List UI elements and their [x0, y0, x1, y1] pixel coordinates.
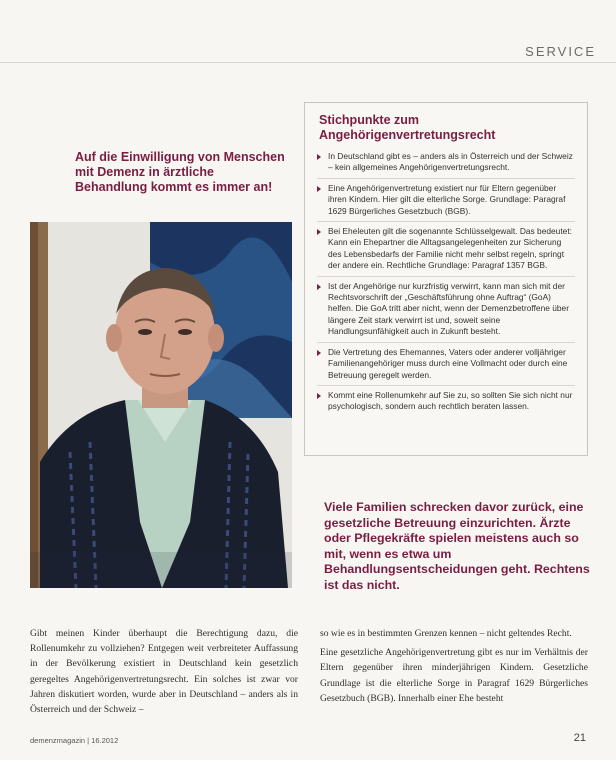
page-number: 21 [573, 732, 586, 744]
top-rule [0, 62, 616, 63]
info-box-list [317, 151, 575, 417]
pull-quote: Viele Familien schrecken davor zurück, eine gesetzliche Betreuung einzurichten. Ärzte oder Pflegekräfte spielen meistens auch so mit, wenn es etwa um Behandlungsentscheidungen geht. Rechtens ist das nicht. [324, 500, 590, 592]
bullet-arrow-icon [317, 229, 321, 235]
list-item-text: Bei Eheleuten gilt die sogenannte Schlüsselgewalt. Das bedeutet: Kann ein Ehepartner die Alltagsangelegenheiten zur Sicherung des Lebensbedarfs der Familie nicht mehr selbst regeln, springt der andere ein. Rechtliche Grundlage: Paragraf 1357 BGB. [328, 226, 572, 271]
info-box-title: Stichpunkte zum Angehörigenvertretungsrecht [319, 113, 496, 142]
portrait-illustration [30, 222, 292, 588]
list-item [317, 151, 575, 179]
list-item [317, 390, 575, 417]
section-label: SERVICE [525, 44, 596, 59]
bullet-arrow-icon [317, 284, 321, 290]
list-item-text: Eine Angehörigenvertretung existiert nur für Eltern gegenüber ihren Kindern. Hier gilt die elterliche Sorge. Grundlage: Paragraf 1629 Bürgerliches Gesetzbuch (BGB). [328, 182, 566, 216]
bullet-arrow-icon [317, 350, 321, 356]
list-item [317, 281, 575, 343]
bullet-arrow-icon [317, 393, 321, 399]
list-item-text: Die Vertretung des Ehemannes, Vaters oder anderer volljähriger Familienangehöriger muss durch eine Vollmacht oder durch eine Betreuung geregelt werden. [328, 346, 568, 380]
intro-quote: Auf die Einwilligung von Menschen mit Demenz in ärztliche Behandlung kommt es immer an! [75, 150, 285, 194]
list-item [317, 183, 575, 222]
list-item-text: In Deutschland gibt es – anders als in Österreich und der Schweiz – kein allgemeines Angehörigenvertretungsrecht. [328, 151, 573, 173]
body-paragraph: Gibt meinen Kinder überhaupt die Berechtigung dazu, die Rollenumkehr zu vollziehen? Entgegen weit verbreiteter Auffassung in der Bevölkerung existiert in Deutschland kein gesetzlich geregeltes Angehörigenvertretungsrecht. Ein solches ist zwar vor Jahren diskutiert worden, wurde aber in Deutschland – anders als in Österreich und der Schweiz – [30, 628, 298, 716]
body-paragraph: Eine gesetzliche Angehörigenvertretung gibt es nur im Verhältnis der Eltern gegenüber ihren minderjährigen Kindern. Gesetzliche Grundlage ist die elterliche Sorge in Paragraf 1629 Bürgerliches Gesetzbuch (BGB). Innerhalb einer Ehe besteht [320, 647, 588, 704]
list-item-text: Ist der Angehörige nur kurzfristig verwirrt, kann man sich mit der Rechtsvorschrift der „Geschäftsführung ohne Auftrag“ (GoA) helfen. Die GoA tritt aber nicht, wenn der Demenzbetroffene über längere Zeit stark verwirrt ist und, soweit seine Handlungsunfähigkeit auch in Zukunft besteht. [328, 280, 569, 337]
bullet-arrow-icon [317, 186, 321, 192]
footer-publication: demenzmagazin | 16.2012 [30, 736, 119, 745]
bullet-arrow-icon [317, 154, 321, 160]
list-item [317, 226, 575, 277]
portrait-photo [30, 222, 292, 588]
body-column-left [30, 626, 298, 721]
body-column-right [320, 626, 588, 710]
list-item [317, 347, 575, 386]
list-item-text: Kommt eine Rollenumkehr auf Sie zu, so sollten Sie sich nicht nur psychologisch, sondern auch rechtlich beraten lassen. [328, 389, 573, 412]
body-paragraph: so wie es in bestimmten Grenzen kennen – nicht geltendes Recht. [320, 628, 572, 639]
info-box [304, 102, 588, 456]
